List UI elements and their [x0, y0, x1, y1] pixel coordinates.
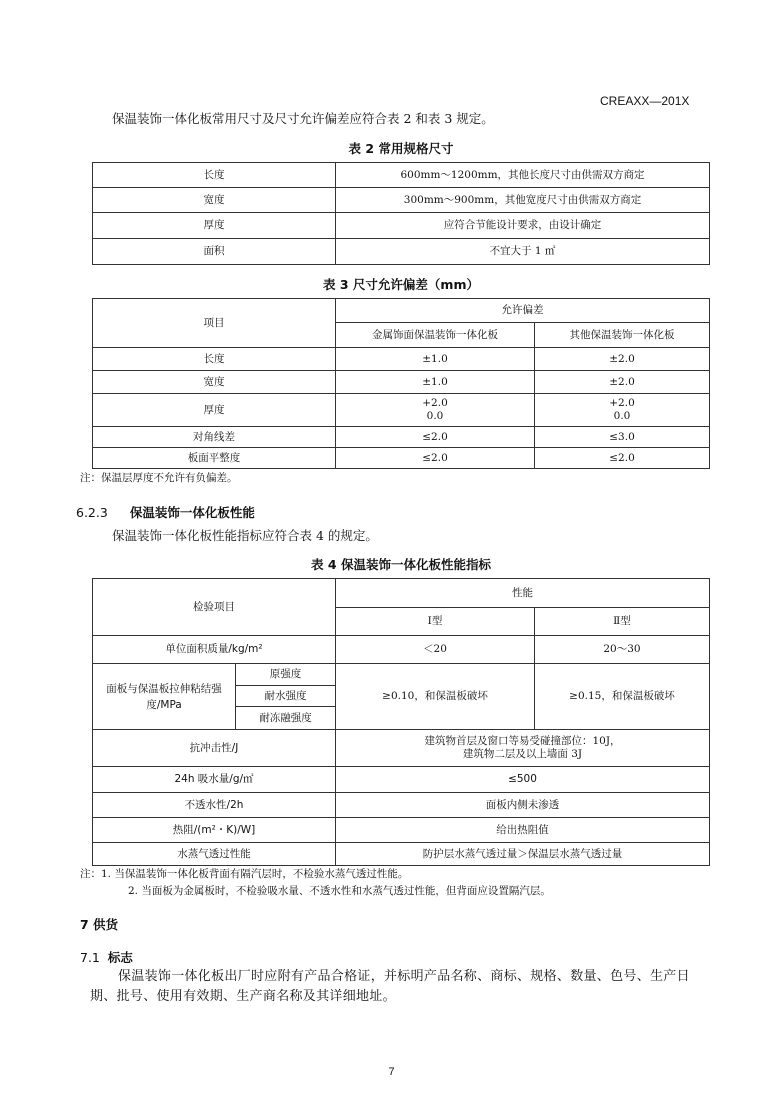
- section-6-2-3-text: 保温装饰一体化板性能指标应符合表 4 的规定。: [112, 528, 378, 543]
- table-cell: 厚度: [93, 394, 336, 427]
- table-cell: 防护层水蒸气透过量＞保温层水蒸气透过量: [336, 843, 710, 866]
- table-cell: 耐冻融强度: [236, 707, 336, 730]
- table-cell: 原强度: [236, 664, 336, 686]
- section-7-heading: 7 供货: [80, 917, 119, 932]
- table-cell: 20～30: [535, 636, 710, 664]
- table-cell: ≤2.0: [336, 448, 535, 469]
- document-code: CREAXX—201X: [600, 94, 690, 108]
- table-cell-line: 0.0: [613, 410, 631, 422]
- section-number: 7.1: [80, 950, 100, 965]
- table-cell: 耐水强度: [236, 686, 336, 707]
- table-cell: ≤500: [336, 767, 710, 793]
- table-row: [93, 793, 710, 818]
- table-cell: 对角线差: [93, 427, 336, 448]
- table-row: [93, 394, 710, 427]
- table-cell: 厚度: [93, 213, 336, 239]
- table-cell: 给出热阻值: [336, 818, 710, 843]
- section-title: 标志: [107, 950, 133, 965]
- table-cell: 宽度: [93, 371, 336, 394]
- table-cell: 面积: [93, 239, 336, 265]
- table-cell: ±2.0: [535, 348, 710, 371]
- table-row: [93, 767, 710, 793]
- table-cell: 板面平整度: [93, 448, 336, 469]
- table-row: [93, 213, 710, 239]
- table-header-type1: Ⅰ型: [336, 608, 535, 636]
- table-cell: ≤2.0: [535, 448, 710, 469]
- table-cell: 不宜大于 1 ㎡: [336, 239, 710, 265]
- table-header-type2: Ⅱ型: [535, 608, 710, 636]
- table-cell: 长度: [93, 348, 336, 371]
- table-row: [93, 818, 710, 843]
- section-6-2-3-heading: [76, 503, 255, 521]
- section-7-1-text-line1: 保温装饰一体化板出厂时应附有产品合格证，并标明产品名称、商标、规格、数量、色号、生产日: [118, 969, 690, 984]
- table-row: [93, 427, 710, 448]
- table2-caption: 表 2 常用规格尺寸: [348, 141, 454, 156]
- table-cell-line: 建筑物首层及窗口等易受碰撞部位：10J，: [424, 735, 621, 747]
- table-cell: ±2.0: [535, 371, 710, 394]
- table-cell: ≤3.0: [535, 427, 710, 448]
- section-7-1-heading: [80, 948, 133, 966]
- table-cell: 24h 吸水量/g/㎡: [93, 767, 336, 793]
- table-cell: 应符合节能设计要求，由设计确定: [336, 213, 710, 239]
- table-cell: 长度: [93, 163, 336, 188]
- table-cell: ≥0.15，和保温板破坏: [535, 664, 710, 730]
- section-7-1-text-line2: 期、批号、使用有效期、生产商名称及其详细地址。: [90, 989, 396, 1004]
- table-cell: 面板与保温板拉伸粘结强度/MPa: [93, 664, 236, 730]
- table2: [92, 162, 710, 265]
- table-row: [93, 664, 710, 686]
- section-title: 保温装饰一体化板性能: [129, 505, 255, 520]
- table-cell-line: 0.0: [426, 410, 444, 422]
- table-cell: ≤2.0: [336, 427, 535, 448]
- table3: [92, 298, 710, 469]
- table-cell: 不透水性/2h: [93, 793, 336, 818]
- page-number: 7: [388, 1066, 395, 1078]
- table-row: [93, 579, 710, 608]
- table3-note: 注：保温层厚度不允许有负偏差。: [80, 472, 238, 484]
- table-cell: [336, 730, 710, 767]
- table-row: [93, 730, 710, 767]
- table-header-item: 项目: [93, 299, 336, 348]
- table4-note-1: 注：1. 当保温装饰一体化板背面有隔汽层时，不检验水蒸气透过性能。: [80, 868, 409, 880]
- table-cell: 热阻/(m²・K)/W]: [93, 818, 336, 843]
- table-cell-line: 建筑物二层及以上墙面 3J: [462, 748, 583, 760]
- table4-caption: 表 4 保温装饰一体化板性能指标: [311, 557, 491, 572]
- table-header-other: 其他保温装饰一体化板: [535, 323, 710, 348]
- table-header-item: 检验项目: [93, 579, 336, 636]
- table-header-performance: 性能: [336, 579, 710, 608]
- table-row: [93, 239, 710, 265]
- table-row: [93, 636, 710, 664]
- table-cell: 水蒸气透过性能: [93, 843, 336, 866]
- table-cell: 600mm～1200mm，其他长度尺寸由供需双方商定: [336, 163, 710, 188]
- table-cell: 单位面积质量/kg/m²: [93, 636, 336, 664]
- table-cell: [336, 394, 535, 427]
- table-row: [93, 163, 710, 188]
- table-cell: ±1.0: [336, 348, 535, 371]
- table-cell: 宽度: [93, 188, 336, 213]
- table-row: [93, 348, 710, 371]
- table-cell: ≥0.10，和保温板破坏: [336, 664, 535, 730]
- table-header-metal: 金属饰面保温装饰一体化板: [336, 323, 535, 348]
- table-header-tolerance: 允许偏差: [336, 299, 710, 323]
- table-cell-line: +2.0: [609, 397, 635, 409]
- table-row: [93, 448, 710, 469]
- table-cell: 面板内侧未渗透: [336, 793, 710, 818]
- table4-note-2: 2. 当面板为金属板时，不检验吸水量、不透水性和水蒸气透过性能，但背面应设置隔汽层。: [128, 885, 551, 897]
- table-row: [93, 299, 710, 323]
- section-number: 6.2.3: [76, 505, 108, 520]
- table-cell: 300mm～900mm，其他宽度尺寸由供需双方商定: [336, 188, 710, 213]
- table-row: [93, 371, 710, 394]
- table3-caption: 表 3 尺寸允许偏差（mm）: [323, 277, 479, 292]
- table-cell: [535, 394, 710, 427]
- table-cell: ±1.0: [336, 371, 535, 394]
- table-cell: 抗冲击性/J: [93, 730, 336, 767]
- table-row: [93, 188, 710, 213]
- table-cell-line: +2.0: [422, 397, 448, 409]
- table-cell: ＜20: [336, 636, 535, 664]
- table-row: [93, 843, 710, 866]
- table4: [92, 578, 710, 866]
- intro-paragraph: 保温装饰一体化板常用尺寸及尺寸允许偏差应符合表 2 和表 3 规定。: [112, 111, 494, 126]
